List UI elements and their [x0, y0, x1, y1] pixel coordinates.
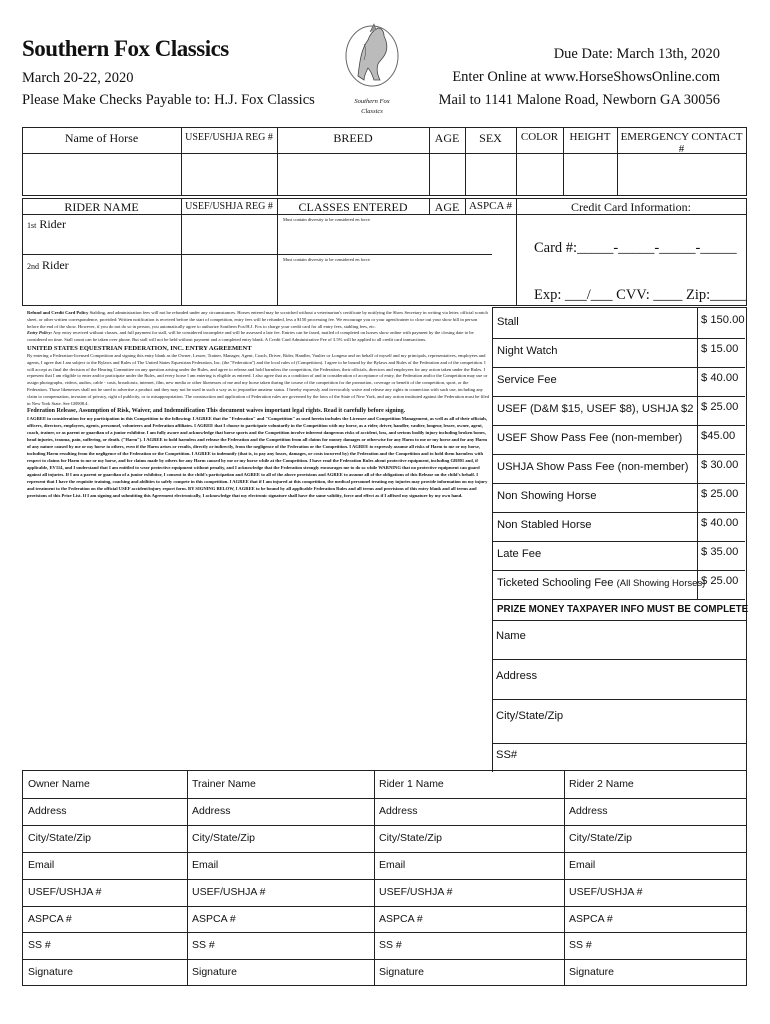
fee-price: $45.00: [701, 430, 736, 442]
contact-field-label[interactable]: SS #: [28, 939, 51, 952]
contact-field-label[interactable]: USEF/USHJA #: [379, 885, 453, 898]
due-date: Due Date: March 13th, 2020: [553, 46, 720, 62]
prize-ss-label: SS#: [496, 749, 518, 761]
col-age: AGE: [434, 131, 460, 145]
contact-column-header[interactable]: Rider 2 Name: [569, 778, 634, 790]
col-horse-name: Name of Horse: [64, 131, 139, 145]
contact-field-label[interactable]: Email: [192, 858, 219, 871]
col-height: HEIGHT: [569, 131, 611, 143]
online-entry: Enter Online at www.HorseShowsOnline.com: [452, 69, 720, 85]
contact-column-header[interactable]: Trainer Name: [192, 778, 256, 790]
col-emergency: EMERGENCY CONTACT #: [620, 131, 743, 155]
contact-field-label[interactable]: City/State/Zip: [569, 831, 633, 844]
contact-field-label[interactable]: City/State/Zip: [28, 831, 92, 844]
prize-address-label: Address: [496, 670, 538, 682]
contact-column-header[interactable]: Rider 1 Name: [379, 778, 444, 790]
col-usef-reg: USEF/USHJA REG #: [185, 132, 273, 143]
entry-text: Any entry received without classes, and full payment for stall, will be considered incomplete and will be assessed a late fee. Entries can be faxed, mailed of completed on horses show online with payment by the closing date to be considered on time. Stall count can be taken over phone. But stall will not be held without payment and a completed entry blank. A Credit Card Administrative Fee of 3.5% will be applied to all credit card transactions.: [27, 330, 474, 343]
prize-name-field[interactable]: [492, 620, 747, 660]
fee-price: $ 25.00: [701, 401, 739, 413]
fee-label-wrap: [497, 374, 557, 386]
col-color: COLOR: [520, 131, 559, 143]
contact-field-label[interactable]: ASPCA #: [569, 912, 613, 925]
fee-label: USEF Show Pass Fee (non-member): [497, 432, 683, 444]
fee-label: Late Fee: [497, 548, 542, 560]
fee-row: [493, 484, 745, 513]
rider-2-text: Rider: [42, 258, 69, 272]
card-number-field[interactable]: Card #:_____-_____-_____-_____: [534, 240, 737, 256]
col-sex: SEX: [479, 131, 502, 145]
contact-field-label[interactable]: ASPCA #: [379, 912, 423, 925]
contact-field-label[interactable]: SS #: [569, 939, 592, 952]
entry-title: Entry Policy:: [27, 330, 53, 336]
contact-field-label[interactable]: Email: [569, 858, 596, 871]
fee-row: [493, 310, 745, 339]
contact-field-label[interactable]: Email: [28, 858, 55, 871]
contact-field-label[interactable]: Email: [379, 858, 406, 871]
fee-price: $ 35.00: [701, 546, 739, 558]
contact-field-label[interactable]: Address: [28, 804, 67, 817]
rider-1-prefix: 1st: [27, 221, 37, 230]
fee-row: [493, 542, 745, 571]
fee-label: Non Showing Horse: [497, 490, 597, 502]
fee-row: [493, 339, 745, 368]
fee-label-wrap: [497, 461, 689, 473]
prize-header: PRIZE MONEY TAXPAYER INFO MUST BE COMPLETE: [497, 604, 749, 615]
page-title: Southern Fox Classics: [22, 36, 229, 61]
prize-ss-field[interactable]: [492, 744, 747, 772]
usef-agreement-title: UNITED STATES EQUESTRIAN FEDERATION, INC. ENTRY AGREEMENT: [27, 344, 252, 352]
contact-field-label[interactable]: Address: [379, 804, 418, 817]
contact-field-label[interactable]: SS #: [379, 939, 402, 952]
fee-row: [493, 571, 745, 600]
col-classes: CLASSES ENTERED: [298, 200, 408, 214]
contact-field-label[interactable]: USEF/USHJA #: [28, 885, 102, 898]
contact-field-label[interactable]: Address: [569, 804, 608, 817]
fee-price: $ 40.00: [701, 517, 739, 529]
refund-title: Refund and Credit Card Policy: [27, 310, 89, 315]
fee-row: [493, 397, 745, 426]
fee-label: Service Fee: [497, 374, 557, 386]
credit-card-header: Credit Card Information:: [571, 200, 691, 214]
fee-price: $ 30.00: [701, 459, 739, 471]
rider-2-label: [27, 258, 69, 273]
fee-price: $ 25.00: [701, 575, 739, 587]
checks-payable: Please Make Checks Payable to: H.J. Fox Classics: [22, 92, 315, 108]
contact-field-label[interactable]: Signature: [192, 966, 237, 979]
refund-text: Stabling, and administration fees will not be refunded under any circumstances. Horses entered may be scratched without a veterinarian's certificate by notifying the Show Secretary in writing via letter, official scratch sheet, or other written correspondence, provided: Written notification is received before the start of competition, entry fees will be refunded, less a $150 processing fee. We encourage you or your agent/trainer to close out your show bill in person before the end of the show. However, if you do not do so in person, you automatically agree to authorize Southern Fox/H.J. Fox to charge your credit card for all entry fees, stabling fees, etc.: [27, 310, 488, 329]
contact-field-label[interactable]: Signature: [569, 966, 614, 979]
fee-label: USEF (D&M $15, USEF $8), USHJA $2: [497, 403, 694, 415]
fee-label-wrap: [497, 577, 705, 589]
prize-name-label: Name: [496, 630, 526, 642]
logo-caption: Southern Fox: [354, 98, 390, 105]
contact-field-label[interactable]: Address: [192, 804, 231, 817]
contact-field-label[interactable]: Signature: [28, 966, 73, 979]
contacts-table: [22, 770, 747, 986]
horse-logo-icon: [340, 18, 404, 98]
fee-label-wrap: [497, 316, 519, 328]
fee-row: [493, 455, 745, 484]
fee-table: [493, 310, 745, 600]
col-breed: BREED: [333, 131, 373, 145]
fee-row: [493, 513, 745, 542]
contact-field-label[interactable]: USEF/USHJA #: [192, 885, 266, 898]
logo-caption-2: Classics: [361, 108, 383, 115]
rider-1-text: Rider: [39, 217, 67, 231]
release-title: Federation Release, Assumption of Risk, Waiver, and Indemnification This document waives important legal rights. Read it carefully before signing.: [27, 408, 406, 415]
fee-price: $ 40.00: [701, 372, 739, 384]
contact-field-label[interactable]: ASPCA #: [192, 912, 236, 925]
fee-row: [493, 426, 745, 455]
release-text: I AGREE in consideration for my participation in this Competition to the following: I AGREE that the "Federation" and "Competition" as used herein includes the Licensee and Competition Management, as well as all of their officials, officers, directors, employees, agents, personnel, volunteers and Federation affiliates. I AGREE that I choose to participate voluntarily in the Competition with my horse, as a rider, driver, handler, vaulter, longeur, lessee, owner, agent, coach, trainer, or as parent or guardian of a junior exhibitor. I am fully aware and acknowledge that horse sports and the Competition involve inherent dangerous risks of accident, loss, and serious bodily injury including broken bones, head injuries, trauma, pain, suffering, or death. ("Harm"). I AGREE to hold harmless and release the Federation and the Competition from all claims for money damages or otherwise for any Harm to me or my horse and for any Harm of any nature caused by me or my horse to others, even if the Harm arises or results, directly or indirectly, from the negligence of the Federation or the Competition. I AGREE to expressly assume all risks of Harm to me or my horse, including Harm resulting from the negligence of the Federation or the Competition. I AGREE to indemnify (that is, to pay any losses, damages, or costs incurred by) the Federation and the Competition and to hold them harmless with respect to claims for Harm to me or my horse, and for claims made by others for any Harm caused by me or my horse while at the Competition. I have read the Federation Rules about protective equipment, including GR801 and, if applicable, EV114, and I understand that I am entitled to wear protective equipment without penalty, and I acknowledge that the Federation strongly encourages me to do so while WARNING that no protective equipment can guard against all injuries. If I am a parent or guardian of a junior exhibitor, I consent to the child's participation and AGREE to all of the above provisions and AGREE to assume all of the obligations of this Release on the child's behalf. I represent that I have the requisite training, coaching and abilities to safely compete in this competition. I AGREE that if I am injured at this competition, the medical personnel treating my injuries may provide information on my injury and treatment to the Federation on the official USEF accident/injury report form. BY SIGNING BELOW, I AGREE to be bound by all applicable Federation Rules and all terms and provisions of this entry blank and all terms and provisions of this Prize List. If I am signing and submitting this Agreement electronically, I acknowledge that my electronic signature shall have the same validity, force and effect as if I affixed my signature by my own hand.: [27, 416, 488, 498]
card-expiry-field[interactable]: Exp: ___/___ CVV: ____ Zip:_____: [534, 287, 747, 303]
prize-address-field[interactable]: [492, 660, 747, 700]
fee-price: $ 25.00: [701, 488, 739, 500]
rider-2-prefix: 2nd: [27, 262, 39, 271]
fee-label-wrap: [497, 490, 597, 502]
fee-note: (All Showing Horses): [616, 578, 706, 589]
col-rider-name: RIDER NAME: [64, 200, 139, 214]
contact-field-label[interactable]: SS #: [192, 939, 215, 952]
col-aspca: ASPCA #: [468, 200, 513, 212]
prize-city-label: City/State/Zip: [496, 710, 564, 722]
fee-label-wrap: [497, 432, 682, 444]
usef-agreement-text: By entering a Federation-licensed Competition and signing this entry blank as the Owner, Lessee, Trainer, Manager, Agent, Coach, Driver, Rider, Handler, Vaulter or Longeur and on behalf of myself and my principals, representatives, employees and agents, I agree that I am subject to the Bylaws and Rules of The United States Equestrian Federation, Inc. (the "Federation") and the local rules of (Competition). I agree to be bound by the Bylaws and Rules of the Federation and of the competition. I will accept as final the decision of the Hearing Committee on any question arising under the Rules, and agree to release and hold harmless the competition, the Federation, their officials, directors and employees for any action taken under the Rules. I represent that I am eligible to enter and/or participate under the Rules, and every horse I am entering is eligible as entered. I also agree that as a condition of and in consideration of acceptance of entry, the Federation and/or the Competition may use or assign photographs, videos, audios, cable - casts, broadcasts, internet, film, new media or other likenesses of me and my horse taken during the course of the competition for the promotion, coverage or benefit of the competition, sport, or the Federation. Those likenesses shall not be used to advertise a product and they may not be used in such a way as to jeopardize amateur status. I hereby expressly and irrevocably waive and release any rights in connection with such use, including any claim to compensation, invasion of privacy, right of publicity, or to misappropriation. The construction and application of Federation rules are governed by the laws of the State of New York, and any action instituted against the Federation must be filed in New York State. See GR908.4.: [27, 352, 490, 406]
fee-label: Night Watch: [497, 345, 558, 357]
col-rider-usef: USEF/USHJA REG #: [185, 201, 273, 212]
contact-field-label[interactable]: City/State/Zip: [379, 831, 443, 844]
fee-label: Ticketed Schooling Fee: [497, 577, 614, 589]
prize-city-field[interactable]: [492, 700, 747, 744]
mail-address: Mail to 1141 Malone Road, Newborn GA 30056: [438, 92, 720, 108]
classes-note-1: Must contain diversity to be considered en force: [283, 217, 370, 222]
contact-field-label[interactable]: ASPCA #: [28, 912, 72, 925]
classes-note-2: Must contain diversity to be considered en force: [283, 257, 370, 262]
fee-label-wrap: [497, 548, 541, 560]
show-dates: March 20-22, 2020: [22, 70, 134, 86]
legal-text: [27, 310, 490, 500]
contact-field-label[interactable]: USEF/USHJA #: [569, 885, 643, 898]
contact-field-label[interactable]: Signature: [379, 966, 424, 979]
contact-column-header[interactable]: Owner Name: [28, 778, 90, 790]
fee-label-wrap: [497, 403, 693, 415]
contact-field-label[interactable]: City/State/Zip: [192, 831, 256, 844]
fee-row: [493, 368, 745, 397]
fee-label-wrap: [497, 345, 558, 357]
fee-label: USHJA Show Pass Fee (non-member): [497, 461, 689, 473]
fee-label-wrap: [497, 519, 592, 531]
col-rider-age: AGE: [434, 200, 460, 214]
fee-price: $ 15.00: [701, 343, 739, 355]
fee-price: $ 150.00: [701, 314, 745, 326]
fee-label: Non Stabled Horse: [497, 519, 592, 531]
rider-1-label: [27, 217, 66, 232]
logo: [340, 18, 404, 120]
fee-label: Stall: [497, 316, 519, 328]
